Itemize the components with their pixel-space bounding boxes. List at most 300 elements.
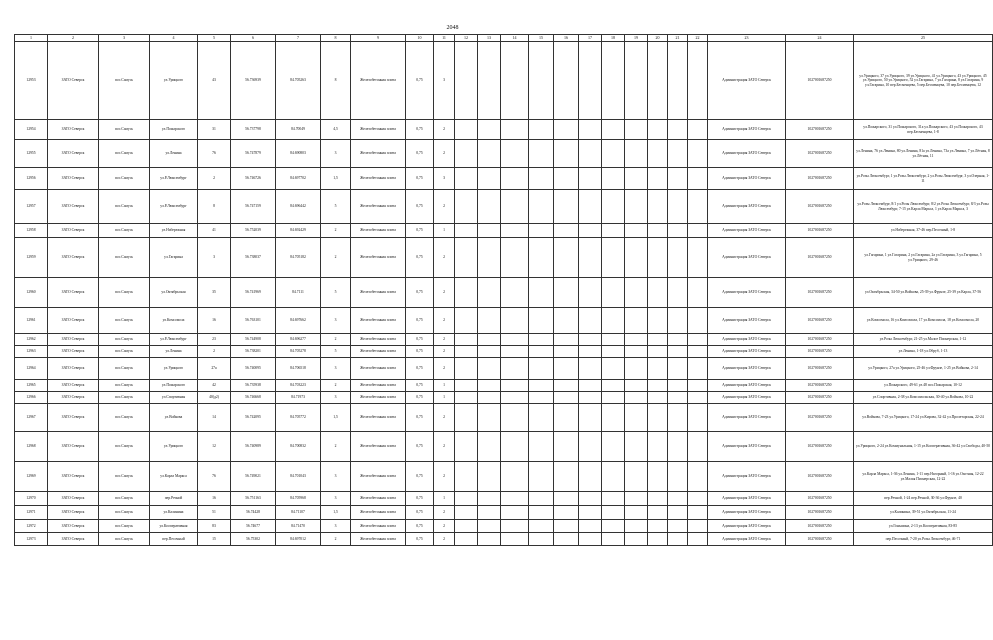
surface-type-cell: Железобетонная плита xyxy=(351,346,406,358)
record-number-cell: 12968 xyxy=(15,432,48,462)
empty-cell xyxy=(602,346,625,358)
area-cell: 5 xyxy=(321,190,351,224)
settlement-cell: пос.Самусь xyxy=(99,120,150,140)
record-number-cell: 12961 xyxy=(15,308,48,334)
empty-cell xyxy=(455,492,478,506)
municipality-cell: ЗАТО Северск xyxy=(48,308,99,334)
empty-cell xyxy=(579,278,602,308)
record-number-cell: 12954 xyxy=(15,120,48,140)
empty-cell xyxy=(478,308,501,334)
served-addresses-cell: ул.Комсомола, 16 ул.Комсомола, 17 ул.Комсомола, 18 ул.Комсомола, 20 xyxy=(854,308,993,334)
empty-cell xyxy=(579,224,602,238)
served-addresses-cell: ул.Пожарского, 49-61 ул.48 пос.Пожарская, 10-12 xyxy=(854,380,993,392)
latitude-cell: 56.736939 xyxy=(231,42,276,120)
empty-cell xyxy=(478,238,501,278)
empty-cell xyxy=(625,392,648,404)
empty-cell xyxy=(579,520,602,533)
settlement-cell: пос.Самусь xyxy=(99,308,150,334)
settlement-cell: пос.Самусь xyxy=(99,168,150,190)
house-number-cell: 12 xyxy=(198,432,231,462)
empty-cell xyxy=(554,392,579,404)
container-count-cell: 2 xyxy=(434,238,455,278)
longitude-cell: 84.71973 xyxy=(276,392,321,404)
table-row xyxy=(15,308,993,334)
empty-cell xyxy=(455,346,478,358)
empty-cell xyxy=(455,462,478,492)
table-row xyxy=(15,224,993,238)
empty-cell xyxy=(501,346,529,358)
house-number-cell: 2 xyxy=(198,168,231,190)
empty-cell xyxy=(625,278,648,308)
ogrn-cell: 1027001687250 xyxy=(786,346,854,358)
longitude-cell: 84.705772 xyxy=(276,404,321,432)
table-row xyxy=(15,120,993,140)
empty-cell xyxy=(602,120,625,140)
empty-cell xyxy=(554,334,579,346)
empty-cell xyxy=(648,346,668,358)
municipality-cell: ЗАТО Северск xyxy=(48,432,99,462)
settlement-cell: пос.Самусь xyxy=(99,432,150,462)
table-row xyxy=(15,334,993,346)
longitude-cell: 84.700832 xyxy=(276,432,321,462)
empty-cell xyxy=(625,224,648,238)
served-addresses-cell: ул.Пожарского, 31 ул.Пожарского, 31а ул.Пожарского, 43 ул.Пожарского, 43 пер.Бесменцева, 1-8 xyxy=(854,120,993,140)
table-row xyxy=(15,492,993,506)
empty-cell xyxy=(554,278,579,308)
empty-cell xyxy=(554,168,579,190)
container-volume-cell: 0,75 xyxy=(406,224,434,238)
area-cell: 2 xyxy=(321,334,351,346)
settlement-cell: пос.Самусь xyxy=(99,224,150,238)
record-number-cell: 12960 xyxy=(15,278,48,308)
house-number-cell: 43 xyxy=(198,42,231,120)
surface-type-cell: Железобетонная плита xyxy=(351,42,406,120)
record-number-cell: 12959 xyxy=(15,238,48,278)
record-number-cell: 12955 xyxy=(15,140,48,168)
table-row xyxy=(15,506,993,520)
house-number-cell: 42 xyxy=(198,380,231,392)
surface-type-cell: Железобетонная плита xyxy=(351,358,406,380)
served-addresses-cell: ул.Гагарина, 1 ул.Гагарина, 2 ул.Гагарина, 2а ул.Гагарина, 3 ул.Гагарина, 5 ул.Урицкого, 29-46 xyxy=(854,238,993,278)
municipality-cell: ЗАТО Северск xyxy=(48,190,99,224)
area-cell: 2 xyxy=(321,533,351,546)
house-number-cell: 83 xyxy=(198,520,231,533)
empty-cell xyxy=(668,140,688,168)
container-volume-cell: 0,75 xyxy=(406,278,434,308)
container-count-cell: 2 xyxy=(434,308,455,334)
empty-cell xyxy=(648,120,668,140)
street-cell: ул.Урицкого xyxy=(150,432,198,462)
record-number-cell: 12958 xyxy=(15,224,48,238)
settlement-cell: пос.Самусь xyxy=(99,334,150,346)
empty-cell xyxy=(579,380,602,392)
owner-cell: Администрация ЗАТО Северск xyxy=(708,120,786,140)
surface-type-cell: Железобетонная плита xyxy=(351,380,406,392)
owner-cell: Администрация ЗАТО Северск xyxy=(708,520,786,533)
column-number: 25 xyxy=(854,35,993,42)
empty-cell xyxy=(688,492,708,506)
container-volume-cell: 0,75 xyxy=(406,506,434,520)
empty-cell xyxy=(501,520,529,533)
surface-type-cell: Железобетонная плита xyxy=(351,140,406,168)
empty-cell xyxy=(648,492,668,506)
container-volume-cell: 0,75 xyxy=(406,462,434,492)
empty-cell xyxy=(648,168,668,190)
area-cell: 5 xyxy=(321,346,351,358)
empty-cell xyxy=(529,308,554,334)
longitude-cell: 84.703223 xyxy=(276,380,321,392)
empty-cell xyxy=(478,358,501,380)
house-number-cell: 23 xyxy=(198,334,231,346)
ogrn-cell: 1027001687250 xyxy=(786,506,854,520)
served-addresses-cell: пер.Речной, 1-24 пер.Речной, 30-36 ул.Фрунзе, 40 xyxy=(854,492,993,506)
street-cell: ул.Войкова xyxy=(150,404,198,432)
settlement-cell: пос.Самусь xyxy=(99,392,150,404)
empty-cell xyxy=(579,506,602,520)
empty-cell xyxy=(688,462,708,492)
empty-cell xyxy=(648,462,668,492)
longitude-cell: 84.7111 xyxy=(276,278,321,308)
settlement-cell: пос.Самусь xyxy=(99,506,150,520)
municipality-cell: ЗАТО Северск xyxy=(48,278,99,308)
street-cell: ул.Урицкого xyxy=(150,42,198,120)
header-row xyxy=(15,35,993,42)
longitude-cell: 84.71470 xyxy=(276,520,321,533)
empty-cell xyxy=(455,140,478,168)
column-number: 4 xyxy=(150,35,198,42)
empty-cell xyxy=(668,358,688,380)
page-number: 2048 xyxy=(446,25,459,31)
ogrn-cell: 1027001687250 xyxy=(786,42,854,120)
longitude-cell: 84.705182 xyxy=(276,238,321,278)
latitude-cell: 56.752039 xyxy=(231,224,276,238)
owner-cell: Администрация ЗАТО Северск xyxy=(708,308,786,334)
empty-cell xyxy=(688,392,708,404)
empty-cell xyxy=(529,462,554,492)
surface-type-cell: Железобетонная плита xyxy=(351,308,406,334)
longitude-cell: 84.70049 xyxy=(276,120,321,140)
record-number-cell: 12953 xyxy=(15,42,48,120)
empty-cell xyxy=(554,432,579,462)
area-cell: 2 xyxy=(321,380,351,392)
latitude-cell: 56.751163 xyxy=(231,492,276,506)
owner-cell: Администрация ЗАТО Северск xyxy=(708,404,786,432)
served-addresses-cell: ул.Набережная, 37-46 пер.Песочный, 1-8 xyxy=(854,224,993,238)
table-row xyxy=(15,392,993,404)
latitude-cell: 56.746726 xyxy=(231,168,276,190)
column-number: 1 xyxy=(15,35,48,42)
empty-cell xyxy=(455,190,478,224)
empty-cell xyxy=(688,380,708,392)
container-volume-cell: 0,75 xyxy=(406,334,434,346)
column-number: 9 xyxy=(351,35,406,42)
latitude-cell: 56.746668 xyxy=(231,392,276,404)
served-addresses-cell: ул.Урицкого, 2-24 ул.Коммунальная, 1-15 ул.Кооперативная, 36-42 ул.Свободы, 40-50 xyxy=(854,432,993,462)
latitude-cell: 56.749021 xyxy=(231,462,276,492)
longitude-cell: 84.705263 xyxy=(276,42,321,120)
served-addresses-cell: ул.Розы Люксембург, 21-25 ул.Малое Пионерская, 1-12 xyxy=(854,334,993,346)
empty-cell xyxy=(579,392,602,404)
ogrn-cell: 1027001687250 xyxy=(786,140,854,168)
empty-cell xyxy=(668,334,688,346)
record-number-cell: 12971 xyxy=(15,506,48,520)
longitude-cell: 84.71107 xyxy=(276,506,321,520)
empty-cell xyxy=(602,168,625,190)
surface-type-cell: Железобетонная плита xyxy=(351,224,406,238)
longitude-cell: 84.705968 xyxy=(276,492,321,506)
owner-cell: Администрация ЗАТО Северск xyxy=(708,346,786,358)
record-number-cell: 12966 xyxy=(15,392,48,404)
empty-cell xyxy=(529,533,554,546)
empty-cell xyxy=(579,404,602,432)
empty-cell xyxy=(625,190,648,224)
empty-cell xyxy=(529,278,554,308)
owner-cell: Администрация ЗАТО Северск xyxy=(708,278,786,308)
ogrn-cell: 1027001687250 xyxy=(786,404,854,432)
container-volume-cell: 0,75 xyxy=(406,392,434,404)
latitude-cell: 56.747879 xyxy=(231,140,276,168)
empty-cell xyxy=(668,462,688,492)
empty-cell xyxy=(688,308,708,334)
empty-cell xyxy=(501,392,529,404)
empty-cell xyxy=(554,190,579,224)
empty-cell xyxy=(529,238,554,278)
ogrn-cell: 1027001687250 xyxy=(786,190,854,224)
longitude-cell: 84.690803 xyxy=(276,140,321,168)
empty-cell xyxy=(455,520,478,533)
empty-cell xyxy=(668,224,688,238)
empty-cell xyxy=(529,520,554,533)
area-cell: 1,5 xyxy=(321,404,351,432)
container-count-cell: 3 xyxy=(434,168,455,190)
served-addresses-cell: ул.Ленина, 1-18 ул.Обруб, 1-13 xyxy=(854,346,993,358)
empty-cell xyxy=(554,533,579,546)
empty-cell xyxy=(602,533,625,546)
served-addresses-cell: ул.Розы Люксембург, 1 ул.Розы Люксембург, 2 ул.Розы Люксембург, 3 ул.Озерная, 1-11 xyxy=(854,168,993,190)
empty-cell xyxy=(478,392,501,404)
empty-cell xyxy=(478,492,501,506)
latitude-cell: 56.741969 xyxy=(231,278,276,308)
house-number-cell: 31 xyxy=(198,120,231,140)
empty-cell xyxy=(625,520,648,533)
empty-cell xyxy=(625,120,648,140)
empty-cell xyxy=(501,380,529,392)
container-count-cell: 2 xyxy=(434,346,455,358)
empty-cell xyxy=(668,380,688,392)
container-volume-cell: 0,75 xyxy=(406,533,434,546)
empty-cell xyxy=(455,238,478,278)
street-cell: ул.Урицкого xyxy=(150,358,198,380)
empty-cell xyxy=(478,224,501,238)
street-cell: ул.Комсомола xyxy=(150,308,198,334)
surface-type-cell: Железобетонная плита xyxy=(351,432,406,462)
empty-cell xyxy=(478,168,501,190)
empty-cell xyxy=(455,168,478,190)
column-number: 2 xyxy=(48,35,99,42)
street-cell: пер.Песочный xyxy=(150,533,198,546)
empty-cell xyxy=(648,506,668,520)
container-volume-cell: 0,75 xyxy=(406,308,434,334)
empty-cell xyxy=(602,334,625,346)
surface-type-cell: Железобетонная плита xyxy=(351,492,406,506)
empty-cell xyxy=(554,404,579,432)
surface-type-cell: Железобетонная плита xyxy=(351,190,406,224)
house-number-cell: 16 xyxy=(198,492,231,506)
empty-cell xyxy=(478,140,501,168)
longitude-cell: 84.692429 xyxy=(276,224,321,238)
empty-cell xyxy=(455,278,478,308)
street-cell: пер.Речной xyxy=(150,492,198,506)
house-number-cell: 8 xyxy=(198,190,231,224)
surface-type-cell: Железобетонная плита xyxy=(351,533,406,546)
empty-cell xyxy=(625,308,648,334)
empty-cell xyxy=(529,168,554,190)
empty-cell xyxy=(554,492,579,506)
ogrn-cell: 1027001687250 xyxy=(786,358,854,380)
column-number: 11 xyxy=(434,35,455,42)
settlement-cell: пос.Самусь xyxy=(99,492,150,506)
served-addresses-cell: ул.Урицкого, 37 ул.Урицкого, 39 ул.Урицкого, 41 ул.Урицкого, 43 ул.Урицкого, 45 ул.Урицкого, 50 ул.Урицкого, 52 ул.Гагарина, 7 ул.Гагарина, 8 ул.Гагарина, 9 ул.Гагарина, 10 пер.Бесменцева, 5 пер.Бесменцева, 10 пер.Бесменцева, 12 xyxy=(854,42,993,120)
empty-cell xyxy=(668,190,688,224)
empty-cell xyxy=(579,140,602,168)
served-addresses-cell: ул.Урицкого, 27а ул.Урицкого, 25-46 ул.Фрунзе, 1-25 ул.Войкова, 2-14 xyxy=(854,358,993,380)
settlement-cell: пос.Самусь xyxy=(99,140,150,168)
empty-cell xyxy=(455,358,478,380)
empty-cell xyxy=(668,238,688,278)
empty-cell xyxy=(625,533,648,546)
container-volume-cell: 0,75 xyxy=(406,380,434,392)
latitude-cell: 56.737798 xyxy=(231,120,276,140)
container-count-cell: 2 xyxy=(434,506,455,520)
column-number: 8 xyxy=(321,35,351,42)
container-count-cell: 2 xyxy=(434,404,455,432)
longitude-cell: 84.697702 xyxy=(276,168,321,190)
column-number: 19 xyxy=(625,35,648,42)
ogrn-cell: 1027001687250 xyxy=(786,334,854,346)
table-row xyxy=(15,190,993,224)
served-addresses-cell: ул.Ленина, 76 ул.Ленина, 80 ул.Ленина, 81а ул.Ленина, 73а ул.Ленина, 7 ул.Лётная, 8 ул.Лётная, 11 xyxy=(854,140,993,168)
empty-cell xyxy=(688,190,708,224)
empty-cell xyxy=(554,238,579,278)
area-cell: 5 xyxy=(321,278,351,308)
table-row xyxy=(15,520,993,533)
empty-cell xyxy=(602,432,625,462)
table-row xyxy=(15,432,993,462)
record-number-cell: 12964 xyxy=(15,358,48,380)
empty-cell xyxy=(554,140,579,168)
latitude-cell: 56.763101 xyxy=(231,308,276,334)
empty-cell xyxy=(478,506,501,520)
empty-cell xyxy=(625,432,648,462)
empty-cell xyxy=(688,238,708,278)
empty-cell xyxy=(602,492,625,506)
ogrn-cell: 1027001687250 xyxy=(786,533,854,546)
empty-cell xyxy=(625,334,648,346)
column-number: 6 xyxy=(231,35,276,42)
table-row xyxy=(15,380,993,392)
empty-cell xyxy=(648,278,668,308)
empty-cell xyxy=(579,492,602,506)
municipality-cell: ЗАТО Северск xyxy=(48,140,99,168)
empty-cell xyxy=(648,520,668,533)
house-number-cell: 27а xyxy=(198,358,231,380)
container-volume-cell: 0,75 xyxy=(406,190,434,224)
empty-cell xyxy=(501,278,529,308)
empty-cell xyxy=(648,380,668,392)
empty-cell xyxy=(668,42,688,120)
area-cell: 4,5 xyxy=(321,120,351,140)
empty-cell xyxy=(668,346,688,358)
empty-cell xyxy=(625,42,648,120)
empty-cell xyxy=(478,520,501,533)
record-number-cell: 12956 xyxy=(15,168,48,190)
settlement-cell: пос.Самусь xyxy=(99,533,150,546)
empty-cell xyxy=(501,533,529,546)
empty-cell xyxy=(648,308,668,334)
municipality-cell: ЗАТО Северск xyxy=(48,334,99,346)
empty-cell xyxy=(478,346,501,358)
area-cell: 3 xyxy=(321,358,351,380)
column-number: 21 xyxy=(668,35,688,42)
empty-cell xyxy=(668,506,688,520)
empty-cell xyxy=(501,42,529,120)
empty-cell xyxy=(648,190,668,224)
ogrn-cell: 1027001687250 xyxy=(786,238,854,278)
empty-cell xyxy=(648,238,668,278)
empty-cell xyxy=(478,190,501,224)
container-count-cell: 2 xyxy=(434,334,455,346)
record-number-cell: 12957 xyxy=(15,190,48,224)
container-volume-cell: 0,75 xyxy=(406,168,434,190)
container-volume-cell: 0,75 xyxy=(406,358,434,380)
latitude-cell: 56.735938 xyxy=(231,380,276,392)
empty-cell xyxy=(501,190,529,224)
longitude-cell: 84.696442 xyxy=(276,190,321,224)
empty-cell xyxy=(501,334,529,346)
area-cell: 1,5 xyxy=(321,168,351,190)
longitude-cell: 84.706518 xyxy=(276,358,321,380)
municipality-cell: ЗАТО Северск xyxy=(48,168,99,190)
container-volume-cell: 0,75 xyxy=(406,120,434,140)
surface-type-cell: Железобетонная плита xyxy=(351,506,406,520)
empty-cell xyxy=(501,358,529,380)
surface-type-cell: Железобетонная плита xyxy=(351,168,406,190)
surface-type-cell: Железобетонная плита xyxy=(351,462,406,492)
area-cell: 2 xyxy=(321,432,351,462)
empty-cell xyxy=(554,346,579,358)
empty-cell xyxy=(602,392,625,404)
empty-cell xyxy=(625,380,648,392)
owner-cell: Администрация ЗАТО Северск xyxy=(708,492,786,506)
empty-cell xyxy=(625,140,648,168)
ogrn-cell: 1027001687250 xyxy=(786,520,854,533)
ogrn-cell: 1027001687250 xyxy=(786,380,854,392)
empty-cell xyxy=(501,462,529,492)
latitude-cell: 56.744908 xyxy=(231,334,276,346)
empty-cell xyxy=(579,190,602,224)
municipality-cell: ЗАТО Северск xyxy=(48,358,99,380)
empty-cell xyxy=(668,533,688,546)
empty-cell xyxy=(554,42,579,120)
table-row xyxy=(15,140,993,168)
empty-cell xyxy=(455,42,478,120)
container-count-cell: 2 xyxy=(434,533,455,546)
empty-cell xyxy=(648,533,668,546)
area-cell: 3 xyxy=(321,462,351,492)
column-number: 14 xyxy=(501,35,529,42)
latitude-cell: 56.738037 xyxy=(231,238,276,278)
empty-cell xyxy=(529,346,554,358)
